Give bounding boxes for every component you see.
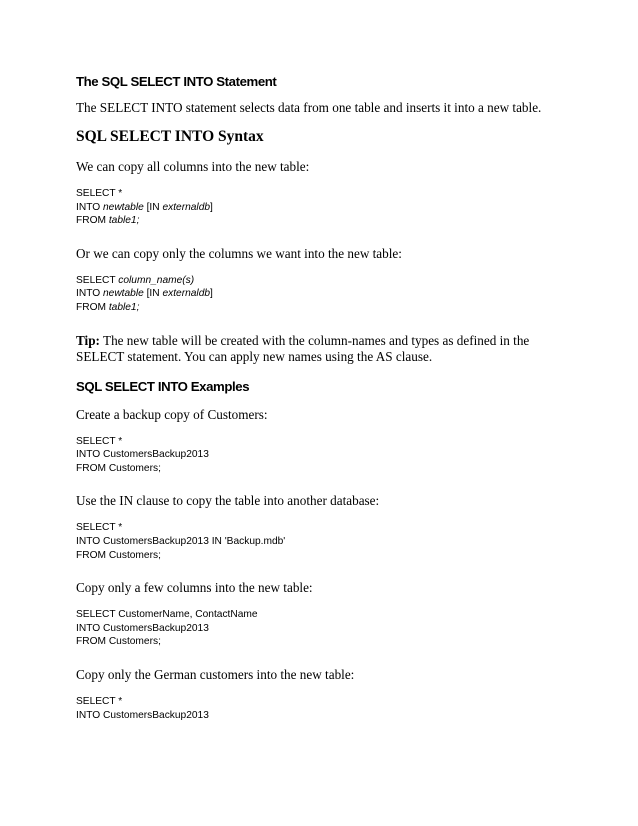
code-placeholder: column_name(s) bbox=[118, 274, 195, 286]
code-line: INTO CustomersBackup2013 bbox=[76, 622, 209, 634]
code-line: INTO CustomersBackup2013 IN 'Backup.mdb' bbox=[76, 535, 286, 547]
code-placeholder: externaldb bbox=[162, 288, 211, 300]
code-line: FROM Customers; bbox=[76, 636, 161, 648]
code-line: INTO CustomersBackup2013 bbox=[76, 449, 209, 461]
code-placeholder: externaldb bbox=[162, 201, 211, 213]
code-token: INTO bbox=[76, 288, 103, 300]
tip-paragraph bbox=[76, 333, 576, 365]
code-placeholder: newtable bbox=[102, 201, 144, 213]
code-placeholder: table1; bbox=[108, 301, 140, 313]
code-line bbox=[76, 214, 576, 228]
code-line bbox=[76, 201, 576, 215]
code-line: SELECT * bbox=[76, 695, 123, 707]
intro-paragraph: The SELECT INTO statement selects data from one table and inserts it into a new table. bbox=[76, 100, 542, 115]
code-placeholder: table1; bbox=[108, 215, 140, 227]
code-placeholder: newtable bbox=[102, 288, 144, 300]
code-line bbox=[76, 301, 576, 315]
code-token: SELECT bbox=[76, 274, 119, 286]
code-line: FROM Customers; bbox=[76, 462, 161, 474]
tip-label: Tip: bbox=[76, 332, 100, 348]
example-description: Copy only a few columns into the new table: bbox=[76, 580, 313, 596]
syntax-code-block-1 bbox=[76, 187, 576, 228]
example-description: Use the IN clause to copy the table into another database: bbox=[76, 493, 380, 509]
examples-heading: SQL SELECT INTO Examples bbox=[76, 378, 250, 394]
code-token: FROM bbox=[76, 301, 109, 313]
code-line: SELECT * bbox=[76, 522, 123, 534]
tip-text: The new table will be created with the column-names and types as defined in the SELECT statement. You can apply new names using the AS clause. bbox=[76, 332, 530, 364]
code-line: INTO CustomersBackup2013 bbox=[76, 709, 209, 721]
syntax-code-block-2 bbox=[76, 274, 576, 315]
copy-all-paragraph: We can copy all columns into the new table: bbox=[76, 159, 310, 174]
code-line: SELECT * bbox=[76, 435, 123, 447]
page-title: The SQL SELECT INTO Statement bbox=[76, 74, 277, 89]
example-code-block bbox=[76, 521, 576, 562]
example-code-block bbox=[76, 435, 576, 476]
code-token: [IN bbox=[143, 288, 163, 300]
copy-some-paragraph: Or we can copy only the columns we want into the new table: bbox=[76, 245, 402, 261]
code-line: SELECT * bbox=[76, 188, 123, 199]
example-description: Copy only the German customers into the new table: bbox=[76, 666, 355, 682]
code-line bbox=[76, 274, 576, 288]
code-token: ] bbox=[210, 288, 213, 300]
syntax-heading: SQL SELECT INTO Syntax bbox=[76, 128, 264, 145]
document-page bbox=[76, 74, 576, 734]
example-code-block bbox=[76, 695, 576, 722]
code-line: SELECT CustomerName, ContactName bbox=[76, 609, 258, 621]
code-line: FROM Customers; bbox=[76, 549, 161, 561]
code-token: INTO bbox=[76, 201, 103, 213]
code-token: ] bbox=[210, 201, 213, 213]
example-description: Create a backup copy of Customers: bbox=[76, 406, 268, 422]
code-token: [IN bbox=[143, 201, 163, 213]
example-code-block bbox=[76, 608, 576, 649]
code-token: FROM bbox=[76, 215, 109, 227]
code-line bbox=[76, 287, 576, 301]
